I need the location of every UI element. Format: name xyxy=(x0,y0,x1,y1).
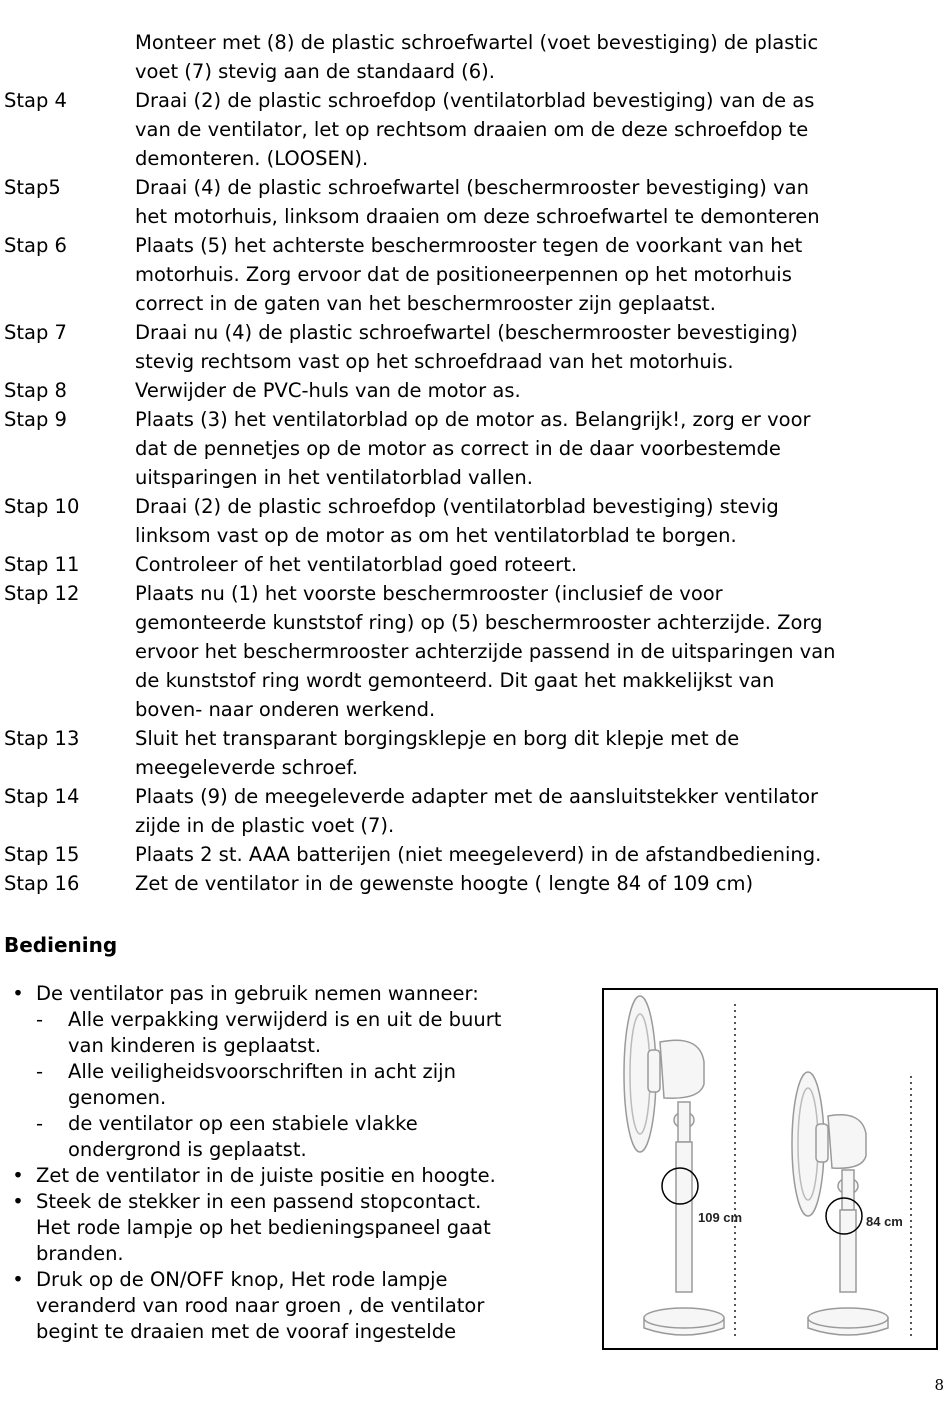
step-row xyxy=(4,173,944,231)
step-text-line: uitsparingen in het ventilatorblad vallen. xyxy=(135,466,533,489)
height-label-tall: 109 cm xyxy=(698,1210,743,1225)
sub-item xyxy=(36,1007,585,1059)
step-text-line: Draai (2) de plastic schroefdop (ventilatorblad bevestiging) van de as xyxy=(135,89,815,112)
step-row xyxy=(4,550,944,579)
step-label xyxy=(4,28,135,86)
step-row xyxy=(4,840,944,869)
step-text-line: boven- naar onderen werkend. xyxy=(135,698,436,721)
dash-icon: - xyxy=(36,1008,44,1031)
sub-text-line: Alle verpakking verwijderd is en uit de buurt xyxy=(68,1008,502,1031)
step-text-line: gemonteerde kunststof ring) op (5) beschermrooster achterzijde. Zorg xyxy=(135,611,823,634)
bullet-icon: • xyxy=(12,982,24,1005)
step-row xyxy=(4,231,944,318)
bullet-icon: • xyxy=(12,1190,24,1213)
step-text-line: zijde in de plastic voet (7). xyxy=(135,814,395,837)
step-text-line: Verwijder de PVC-huls van de motor as. xyxy=(135,379,521,402)
sub-text-line: de ventilator op een stabiele vlakke xyxy=(68,1112,418,1135)
sub-list xyxy=(36,1007,585,1163)
step-row xyxy=(4,869,944,898)
sub-text-line: genomen. xyxy=(68,1086,167,1109)
bullet-icon: • xyxy=(12,1268,24,1291)
step-text xyxy=(135,86,944,173)
bullet-text-line: branden. xyxy=(36,1242,124,1265)
tall-fan-icon xyxy=(624,996,724,1335)
step-row xyxy=(4,376,944,405)
step-text-line: Draai (2) de plastic schroefdop (ventilatorblad bevestiging) stevig xyxy=(135,495,779,518)
step-text-line: Controleer of het ventilatorblad goed roteert. xyxy=(135,553,578,576)
sub-text-line: Alle veiligheidsvoorschriften in acht zijn xyxy=(68,1060,456,1083)
step-text xyxy=(135,492,944,550)
bullet-item xyxy=(0,1163,585,1189)
step-text-line: Monteer met (8) de plastic schroefwartel (voet bevestiging) de plastic xyxy=(135,31,819,54)
fan-illustration xyxy=(604,990,936,1348)
step-text xyxy=(135,724,944,782)
step-text-line: van de ventilator, let op rechtsom draaien om de deze schroefdop te xyxy=(135,118,809,141)
step-text xyxy=(135,550,944,579)
step-label: Stap 16 xyxy=(4,872,80,895)
step-text-line: stevig rechtsom vast op het schroefdraad van het motorhuis. xyxy=(135,350,734,373)
step-row xyxy=(4,724,944,782)
step-label: Stap 10 xyxy=(4,495,80,518)
step-row xyxy=(4,28,944,86)
sub-item xyxy=(36,1111,585,1163)
step-row xyxy=(4,86,944,173)
step-text xyxy=(135,840,944,869)
dash-icon: - xyxy=(36,1112,44,1135)
step-label: Stap 12 xyxy=(4,582,80,605)
step-label: Stap 7 xyxy=(4,321,67,344)
bullet-item xyxy=(0,981,585,1007)
step-text-line: Zet de ventilator in de gewenste hoogte ( lengte 84 of 109 cm) xyxy=(135,872,754,895)
step-text-line: het motorhuis, linksom draaien om deze schroefwartel te demonteren xyxy=(135,205,820,228)
step-row xyxy=(4,492,944,550)
step-row xyxy=(4,579,944,724)
sub-item xyxy=(36,1059,585,1111)
step-text-line: Plaats (3) het ventilatorblad op de motor as. Belangrijk!, zorg er voor xyxy=(135,408,811,431)
step-text-line: Draai nu (4) de plastic schroefwartel (beschermrooster bevestiging) xyxy=(135,321,798,344)
step-text-line: Plaats nu (1) het voorste beschermrooster (inclusief de voor xyxy=(135,582,723,605)
step-label: Stap 6 xyxy=(4,234,67,257)
step-label: Stap 8 xyxy=(4,379,67,402)
bullet-text-line: begint te draaien met de vooraf ingestelde xyxy=(36,1320,457,1343)
bullet-text-line: Het rode lampje op het bedieningspaneel gaat xyxy=(36,1216,491,1239)
bullet-text-line: Zet de ventilator in de juiste positie en hoogte. xyxy=(36,1164,496,1187)
step-text xyxy=(135,318,944,376)
step-label: Stap 9 xyxy=(4,408,67,431)
step-label: Stap 14 xyxy=(4,785,80,808)
bullet-item xyxy=(0,1189,585,1267)
step-label: Stap 11 xyxy=(4,553,80,576)
step-text xyxy=(135,231,944,318)
step-label: Stap 4 xyxy=(4,89,67,112)
step-row xyxy=(4,318,944,376)
step-row xyxy=(4,782,944,840)
step-text-line: Draai (4) de plastic schroefwartel (beschermrooster bevestiging) van xyxy=(135,176,809,199)
step-text-line: Plaats (9) de meegeleverde adapter met de aansluitstekker ventilator xyxy=(135,785,819,808)
step-text-line: dat de pennetjes op de motor as correct in de daar voorbestemde xyxy=(135,437,781,460)
step-label: Stap5 xyxy=(4,176,61,199)
step-text-line: ervoor het beschermrooster achterzijde passend in de uitsparingen van xyxy=(135,640,836,663)
step-text-line: correct in de gaten van het beschermrooster zijn geplaatst. xyxy=(135,292,716,315)
step-text-line: motorhuis. Zorg ervoor dat de positioneerpennen op het motorhuis xyxy=(135,263,792,286)
step-text-line: meegeleverde schroef. xyxy=(135,756,358,779)
step-text xyxy=(135,173,944,231)
step-text-line: Plaats (5) het achterste beschermrooster tegen de voorkant van het xyxy=(135,234,803,257)
bullet-text-line: Druk op de ON/OFF knop, Het rode lampje xyxy=(36,1268,448,1291)
bullet-text-line: Steek de stekker in een passend stopcontact. xyxy=(36,1190,482,1213)
assembly-steps xyxy=(4,28,944,898)
step-label: Stap 15 xyxy=(4,843,80,866)
step-text-line: linksom vast op de motor as om het ventilatorblad te borgen. xyxy=(135,524,737,547)
page-number: 8 xyxy=(934,1376,944,1394)
step-text-line: Plaats 2 st. AAA batterijen (niet meegeleverd) in de afstandbediening. xyxy=(135,843,822,866)
step-text-line: de kunststof ring wordt gemonteerd. Dit gaat het makkelijkst van xyxy=(135,669,775,692)
step-label: Stap 13 xyxy=(4,727,80,750)
step-text xyxy=(135,376,944,405)
step-text-line: demonteren. (LOOSEN). xyxy=(135,147,369,170)
height-label-short: 84 cm xyxy=(866,1214,903,1229)
bullet-text-line: veranderd van rood naar groen , de ventilator xyxy=(36,1294,485,1317)
fan-height-figure xyxy=(602,988,938,1350)
short-fan-icon xyxy=(792,1072,888,1335)
bullet-icon: • xyxy=(12,1164,24,1187)
step-text xyxy=(135,28,944,86)
step-text xyxy=(135,579,944,724)
step-text xyxy=(135,782,944,840)
step-text-line: voet (7) stevig aan de standaard (6). xyxy=(135,60,495,83)
bullet-text-line: De ventilator pas in gebruik nemen wanneer: xyxy=(36,982,479,1005)
dash-icon: - xyxy=(36,1060,44,1083)
sub-text-line: ondergrond is geplaatst. xyxy=(68,1138,307,1161)
step-text-line: Sluit het transparant borgingsklepje en borg dit klepje met de xyxy=(135,727,740,750)
section-heading: Bediening xyxy=(4,933,118,957)
step-text xyxy=(135,869,944,898)
operation-list xyxy=(0,981,585,1345)
step-row xyxy=(4,405,944,492)
bullet-item xyxy=(0,1267,585,1345)
step-text xyxy=(135,405,944,492)
sub-text-line: van kinderen is geplaatst. xyxy=(68,1034,322,1057)
